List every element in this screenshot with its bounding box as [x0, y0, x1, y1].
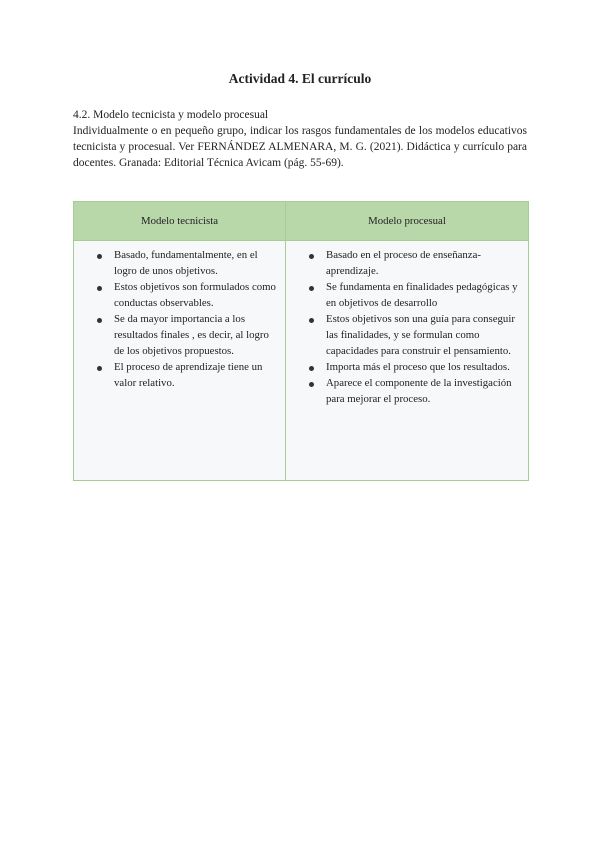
bullet-icon [97, 318, 102, 323]
page-title: Actividad 4. El currículo [228, 71, 372, 86]
list-item [286, 279, 524, 311]
list-item-text: El proceso de aprendizaje tiene un valor relativo. [114, 361, 263, 389]
list-item [74, 359, 281, 391]
list-item [286, 247, 524, 279]
list-item [74, 311, 281, 359]
header-procesual: Modelo procesual [286, 202, 529, 241]
list-item [74, 247, 281, 279]
table-header-row [74, 202, 529, 241]
bullet-icon [309, 254, 314, 259]
procesual-cell [286, 241, 529, 481]
list-item [286, 311, 524, 359]
models-table [73, 201, 529, 481]
bullet-icon [309, 286, 314, 291]
tecnicista-list [74, 247, 281, 391]
tecnicista-cell [74, 241, 286, 481]
bullet-icon [97, 254, 102, 259]
list-item-text: Estos objetivos son una guía para conseguir las finalidades, y se formulan como capacidades para construir el pensamiento. [326, 313, 515, 357]
list-item-text: Aparece el componente de la investigación para mejorar el proceso. [326, 377, 512, 405]
list-item-text: Se da mayor importancia a los resultados finales , es decir, al logro de los objetivos propuestos. [114, 313, 269, 357]
section-subtitle: 4.2. Modelo tecnicista y modelo procesual [73, 109, 269, 121]
table-body-row [74, 241, 529, 481]
bullet-icon [97, 366, 102, 371]
list-item [74, 279, 281, 311]
bullet-icon [309, 382, 314, 387]
list-item-text: Importa más el proceso que los resultados. [326, 361, 510, 373]
procesual-list [286, 247, 524, 407]
list-item-text: Basado, fundamentalmente, en el logro de unos objetivos. [114, 249, 258, 277]
bullet-icon [309, 318, 314, 323]
header-tecnicista: Modelo tecnicista [74, 202, 286, 241]
activity-section [73, 107, 527, 171]
list-item [286, 375, 524, 407]
list-item-text: Se fundamenta en finalidades pedagógicas y en objetivos de desarrollo [326, 281, 518, 309]
instructions-paragraph: Individualmente o en pequeño grupo, indicar los rasgos fundamentales de los modelos educativos tecnicista y procesual. Ver FERNÁNDEZ ALMENARA, M. G. (2021). Didáctica y currículo para docentes. Granada: Editorial Técnica Avicam (pág. 55-69). [73, 125, 527, 169]
list-item-text: Estos objetivos son formulados como conductas observables. [114, 281, 276, 309]
bullet-icon [309, 366, 314, 371]
list-item-text: Basado en el proceso de enseñanza-aprendizaje. [326, 249, 481, 277]
list-item [286, 359, 524, 375]
bullet-icon [97, 286, 102, 291]
